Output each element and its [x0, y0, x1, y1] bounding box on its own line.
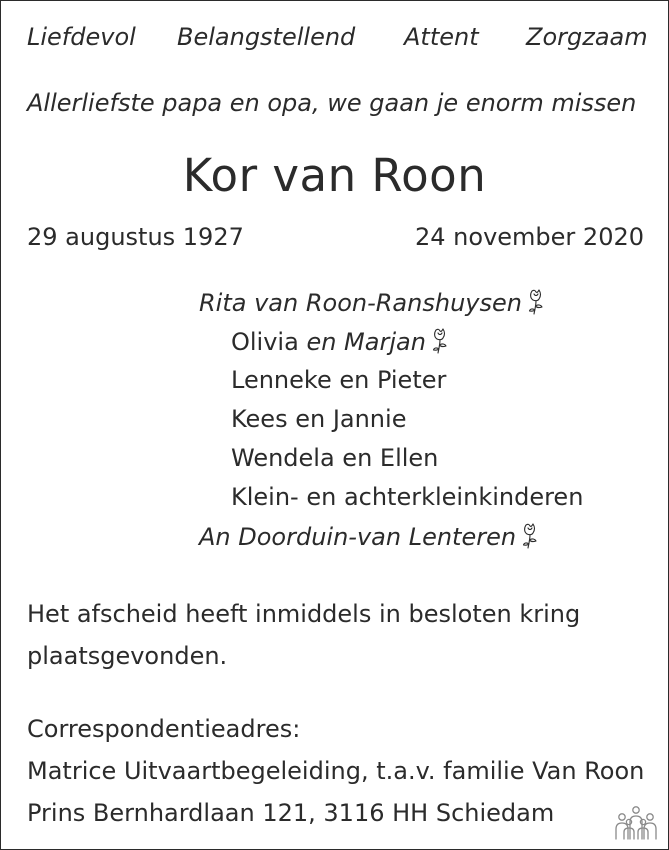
mourner-item: Lenneke en Pieter: [231, 366, 447, 394]
mourner-item: [199, 522, 540, 551]
mourner-item: [231, 327, 450, 356]
quality-1: Liefdevol: [27, 23, 136, 51]
rose-icon: [520, 522, 540, 550]
tagline: Allerliefste papa en opa, we gaan je enorm missen: [27, 89, 637, 117]
rose-icon: [526, 288, 546, 316]
correspondence-block: [27, 708, 644, 834]
correspondence-heading: Correspondentieadres:: [27, 715, 301, 743]
farewell-paragraph: [27, 593, 580, 677]
quality-2: Belangstellend: [177, 23, 356, 51]
death-date: 24 november 2020: [415, 223, 644, 251]
mourner-item: [199, 288, 546, 317]
correspondence-line-1: Matrice Uitvaartbegeleiding, t.a.v. familie Van Roon: [27, 757, 645, 785]
mourner-partner: en Marjan: [298, 328, 426, 356]
mourner-item: Wendela en Ellen: [231, 444, 439, 472]
mourner-item: Klein- en achterkleinkinderen: [231, 483, 584, 511]
family-logo-icon: [613, 805, 659, 841]
deceased-name: Kor van Roon: [182, 149, 487, 202]
birth-date: 29 augustus 1927: [27, 223, 244, 251]
mourner-name: Olivia: [231, 328, 299, 356]
rose-icon: [430, 327, 450, 355]
mourner-item: Kees en Jannie: [231, 405, 407, 433]
mourner-name: Rita van Roon-Ranshuysen: [199, 289, 522, 317]
quality-3: Attent: [404, 23, 479, 51]
quality-4: Zorgzaam: [526, 23, 648, 51]
mourner-name: An Doorduin-van Lenteren: [199, 523, 517, 551]
farewell-line-1: Het afscheid heeft inmiddels in besloten kring: [27, 600, 581, 628]
correspondence-line-2: Prins Bernhardlaan 121, 3116 HH Schiedam: [27, 799, 555, 827]
farewell-line-2: plaatsgevonden.: [27, 642, 228, 670]
